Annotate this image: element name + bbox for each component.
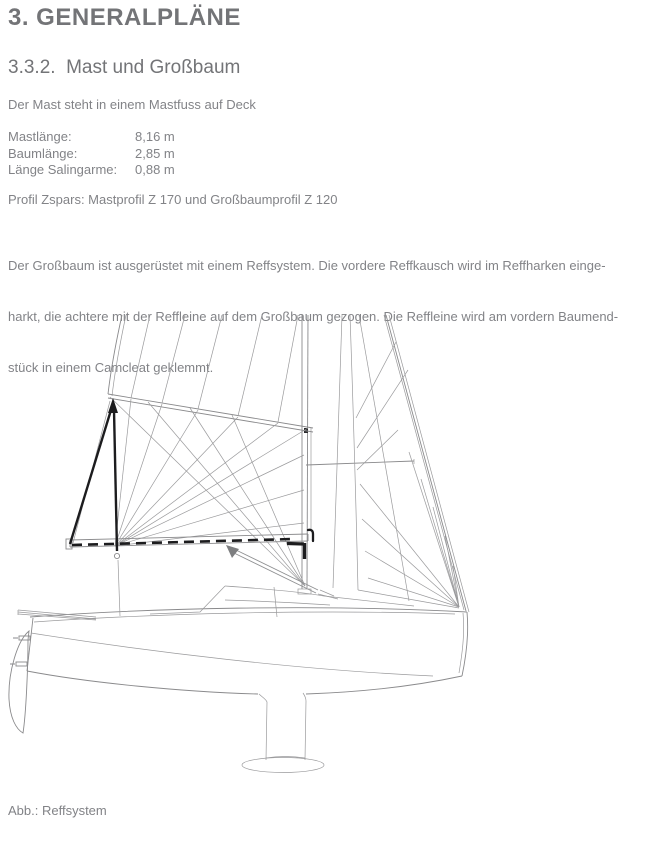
profile-note: Profil Zspars: Mastprofil Z 170 und Großbaumprofil Z 120 bbox=[8, 192, 338, 207]
hull bbox=[18, 608, 468, 694]
keel bbox=[242, 693, 324, 773]
spec-row-boom-length bbox=[8, 146, 175, 163]
spec-label: Baumlänge: bbox=[8, 145, 78, 161]
page-title: 3. GENERALPLÄNE bbox=[8, 4, 241, 31]
figure-caption: Abb.: Reffsystem bbox=[8, 803, 107, 818]
spec-value: 2,85 m bbox=[135, 145, 175, 161]
spec-row-mast-length bbox=[8, 129, 175, 146]
reffsystem-figure bbox=[0, 300, 658, 800]
paragraph-line: stück in einem Camcleat geklemmt. bbox=[8, 360, 214, 375]
spec-value: 8,16 m bbox=[135, 129, 175, 144]
paragraph-line: Der Großbaum ist ausgerüstet mit einem Reffsystem. Die vordere Reffkausch wird im Reffharken einge- bbox=[8, 258, 606, 273]
shackle bbox=[114, 553, 119, 558]
reef-hook-bracket bbox=[287, 544, 304, 545]
reef-system bbox=[70, 398, 313, 616]
mainsail bbox=[73, 315, 313, 586]
jib bbox=[350, 315, 469, 612]
spec-label: Länge Salingarme: bbox=[8, 162, 118, 177]
rudder bbox=[9, 631, 30, 733]
intro-line: Der Mast steht in einem Mastfuss auf Deck bbox=[8, 97, 256, 112]
spec-label: Mastlänge: bbox=[8, 129, 72, 144]
spec-table bbox=[8, 129, 175, 179]
paragraph-line: harkt, die achtere mit der Reffleine auf dem Großbaum gezogen. Die Reffleine wird am vordern Baumend- bbox=[8, 309, 619, 324]
spec-row-spreader-length bbox=[8, 162, 175, 179]
spreader bbox=[306, 459, 414, 465]
spec-value: 0,88 m bbox=[135, 162, 175, 177]
section-heading: 3.3.2. Mast und Großbaum bbox=[8, 57, 241, 78]
sailboat-line-drawing bbox=[0, 300, 658, 800]
reef-hook bbox=[308, 530, 313, 541]
